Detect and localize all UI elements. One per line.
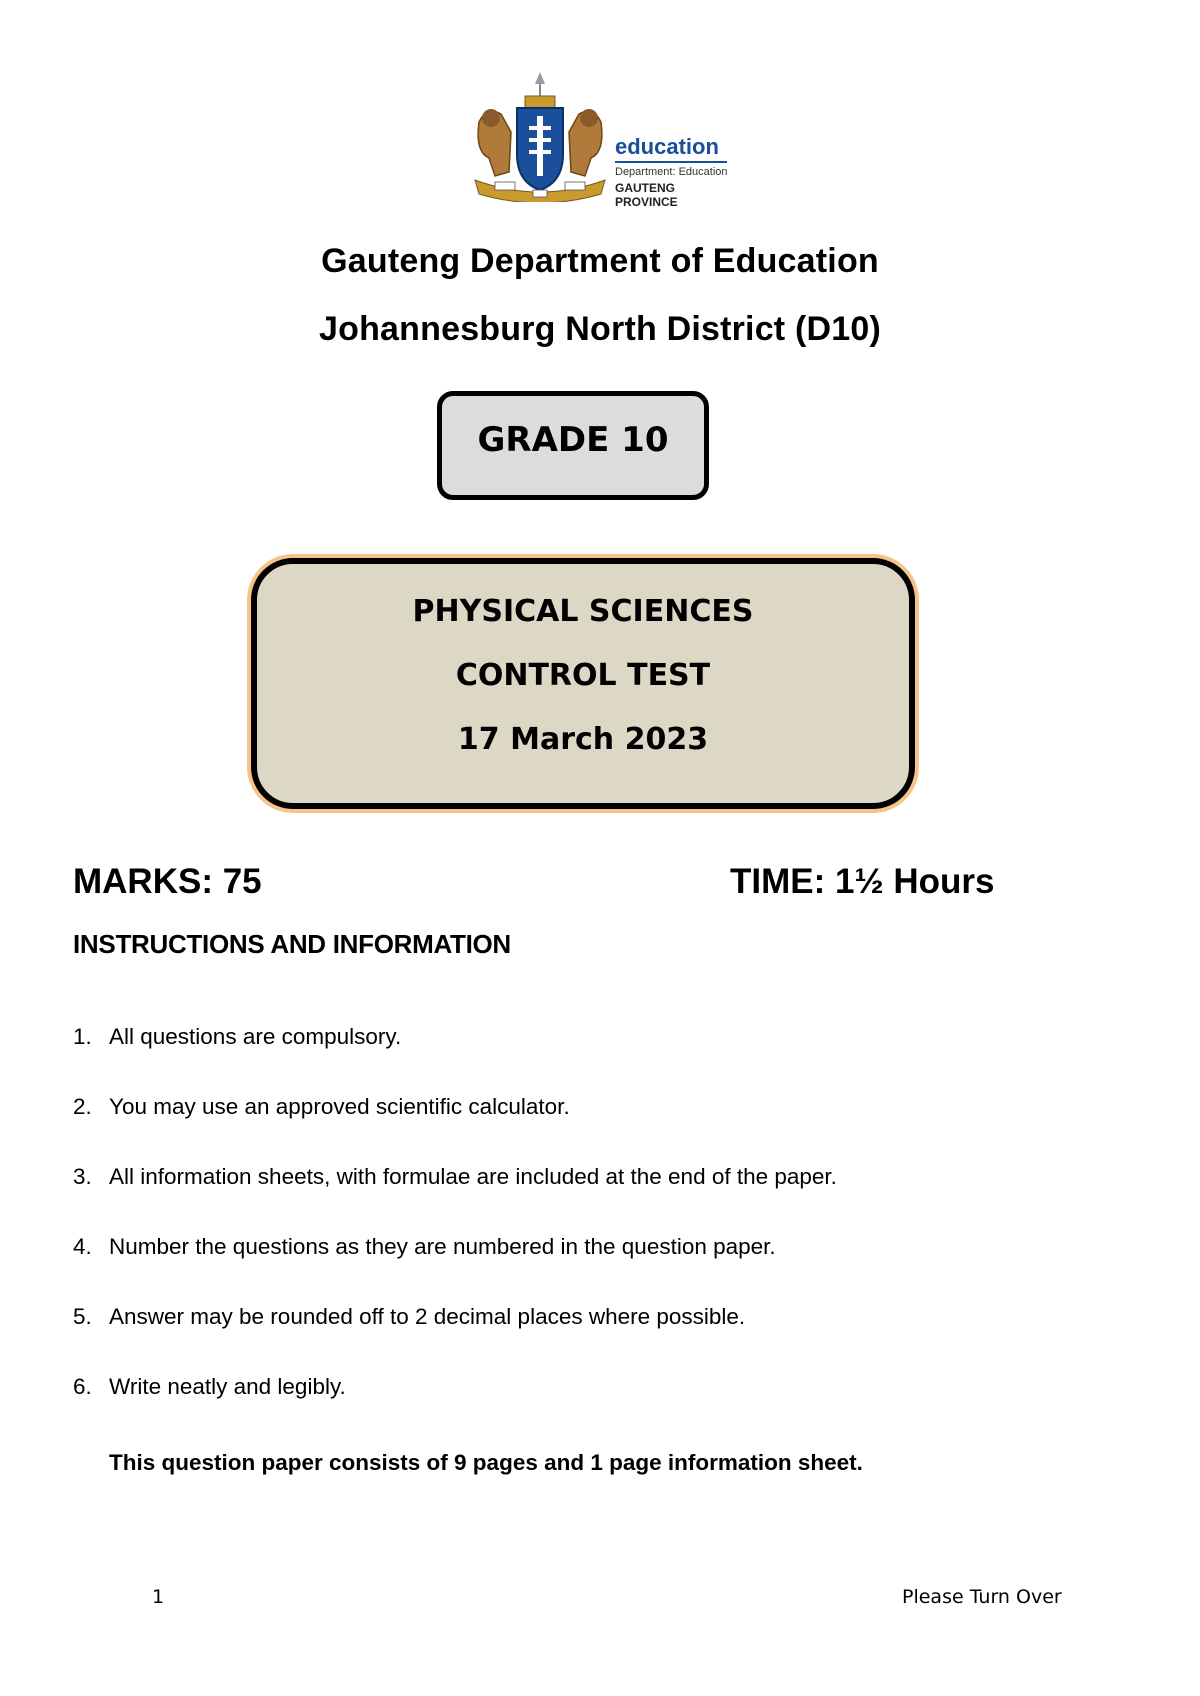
coat-of-arms-icon	[465, 72, 615, 202]
logo-line1: Department: Education	[615, 166, 728, 178]
test-type: CONTROL TEST	[455, 658, 711, 693]
district-title: Johannesburg North District (D10)	[319, 310, 881, 348]
paper-note: This question paper consists of 9 pages and 1 page information sheet.	[109, 1450, 863, 1475]
list-item	[73, 1094, 837, 1164]
item-text: Number the questions as they are numbered in the question paper.	[109, 1234, 776, 1259]
item-text: All information sheets, with formulae are included at the end of the paper.	[109, 1164, 837, 1189]
list-item	[73, 1024, 837, 1094]
instructions-list	[73, 1024, 837, 1444]
list-item	[73, 1164, 837, 1234]
grade-box	[437, 391, 709, 500]
department-title: Gauteng Department of Education	[321, 242, 879, 280]
item-text: Answer may be rounded off to 2 decimal places where possible.	[109, 1304, 746, 1329]
item-text: Write neatly and legibly.	[109, 1374, 346, 1399]
item-text: All questions are compulsory.	[109, 1024, 402, 1049]
item-number: 3.	[73, 1164, 92, 1189]
item-number: 2.	[73, 1094, 92, 1119]
item-number: 6.	[73, 1374, 92, 1399]
logo-line2: GAUTENG PROVINCE	[615, 181, 678, 209]
subject-name: PHYSICAL SCIENCES	[412, 594, 754, 629]
grade-label: GRADE 10	[477, 420, 669, 460]
list-item	[73, 1374, 837, 1444]
gde-logo	[465, 72, 740, 209]
subject-box	[251, 558, 915, 809]
instructions-heading: INSTRUCTIONS AND INFORMATION	[73, 929, 511, 959]
item-number: 1.	[73, 1024, 92, 1049]
marks-label: MARKS: 75	[73, 862, 262, 901]
list-item	[73, 1304, 837, 1374]
test-date: 17 March 2023	[457, 722, 709, 757]
page-number: 1	[152, 1586, 165, 1608]
turn-over-label: Please Turn Over	[902, 1586, 1062, 1608]
item-number: 5.	[73, 1304, 92, 1329]
list-item	[73, 1234, 837, 1304]
logo-word: education	[615, 134, 719, 159]
time-label: TIME: 1½ Hours	[730, 862, 995, 901]
item-text: You may use an approved scientific calculator.	[109, 1094, 570, 1119]
item-number: 4.	[73, 1234, 92, 1259]
logo-divider	[615, 161, 727, 163]
